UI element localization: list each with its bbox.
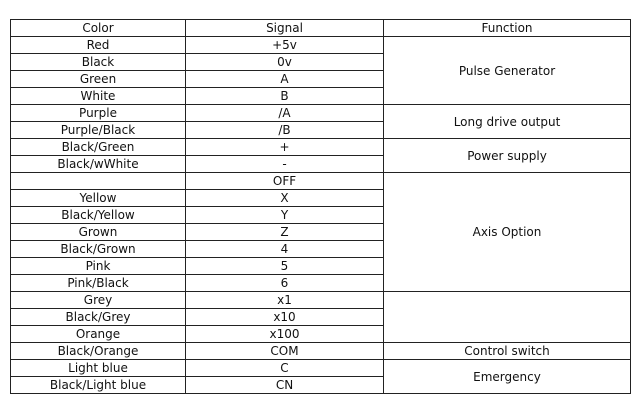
cell-function-emergency: Emergency bbox=[384, 360, 631, 394]
cell-color: Black/wWhite bbox=[11, 156, 186, 173]
header-color: Color bbox=[11, 20, 186, 37]
cell-function-pulse-generator: Pulse Generator bbox=[384, 37, 631, 105]
wire-table bbox=[10, 19, 631, 394]
cell-color: Red bbox=[11, 37, 186, 54]
cell-color: Pink/Black bbox=[11, 275, 186, 292]
wire-table-container bbox=[10, 19, 631, 394]
cell-signal: 4 bbox=[186, 241, 384, 258]
cell-color: Black/Green bbox=[11, 139, 186, 156]
cell-signal: COM bbox=[186, 343, 384, 360]
cell-function-long-drive-output: Long drive output bbox=[384, 105, 631, 139]
cell-color: Orange bbox=[11, 326, 186, 343]
cell-color: Purple bbox=[11, 105, 186, 122]
table-row bbox=[11, 360, 631, 377]
table-row bbox=[11, 37, 631, 54]
table-row bbox=[11, 343, 631, 360]
cell-color: Black/Grey bbox=[11, 309, 186, 326]
cell-color: Grown bbox=[11, 224, 186, 241]
cell-color bbox=[11, 173, 186, 190]
cell-color: Black/Light blue bbox=[11, 377, 186, 394]
cell-signal: /A bbox=[186, 105, 384, 122]
cell-signal: - bbox=[186, 156, 384, 173]
cell-color: Purple/Black bbox=[11, 122, 186, 139]
table-row bbox=[11, 173, 631, 190]
cell-signal: +5v bbox=[186, 37, 384, 54]
cell-signal: x100 bbox=[186, 326, 384, 343]
cell-color: Yellow bbox=[11, 190, 186, 207]
cell-signal: X bbox=[186, 190, 384, 207]
table-row bbox=[11, 139, 631, 156]
cell-signal: + bbox=[186, 139, 384, 156]
cell-signal: 0v bbox=[186, 54, 384, 71]
cell-signal: x10 bbox=[186, 309, 384, 326]
table-header-row bbox=[11, 20, 631, 37]
cell-signal: CN bbox=[186, 377, 384, 394]
cell-signal: x1 bbox=[186, 292, 384, 309]
cell-color: Black/Yellow bbox=[11, 207, 186, 224]
cell-color: Green bbox=[11, 71, 186, 88]
cell-signal: C bbox=[186, 360, 384, 377]
cell-signal: B bbox=[186, 88, 384, 105]
cell-color: Black bbox=[11, 54, 186, 71]
cell-signal: 6 bbox=[186, 275, 384, 292]
cell-signal: A bbox=[186, 71, 384, 88]
table-row bbox=[11, 105, 631, 122]
cell-function-control-switch: Control switch bbox=[384, 343, 631, 360]
table-row bbox=[11, 292, 631, 309]
cell-signal: Z bbox=[186, 224, 384, 241]
cell-color: Pink bbox=[11, 258, 186, 275]
cell-function-unlabeled bbox=[384, 292, 631, 343]
header-function: Function bbox=[384, 20, 631, 37]
header-signal: Signal bbox=[186, 20, 384, 37]
cell-signal: 5 bbox=[186, 258, 384, 275]
cell-color: Black/Orange bbox=[11, 343, 186, 360]
cell-color: Grey bbox=[11, 292, 186, 309]
cell-color: Light blue bbox=[11, 360, 186, 377]
cell-function-axis-option: Axis Option bbox=[384, 173, 631, 292]
cell-signal: /B bbox=[186, 122, 384, 139]
cell-signal: OFF bbox=[186, 173, 384, 190]
cell-color: White bbox=[11, 88, 186, 105]
cell-signal: Y bbox=[186, 207, 384, 224]
cell-color: Black/Grown bbox=[11, 241, 186, 258]
cell-function-power-supply: Power supply bbox=[384, 139, 631, 173]
